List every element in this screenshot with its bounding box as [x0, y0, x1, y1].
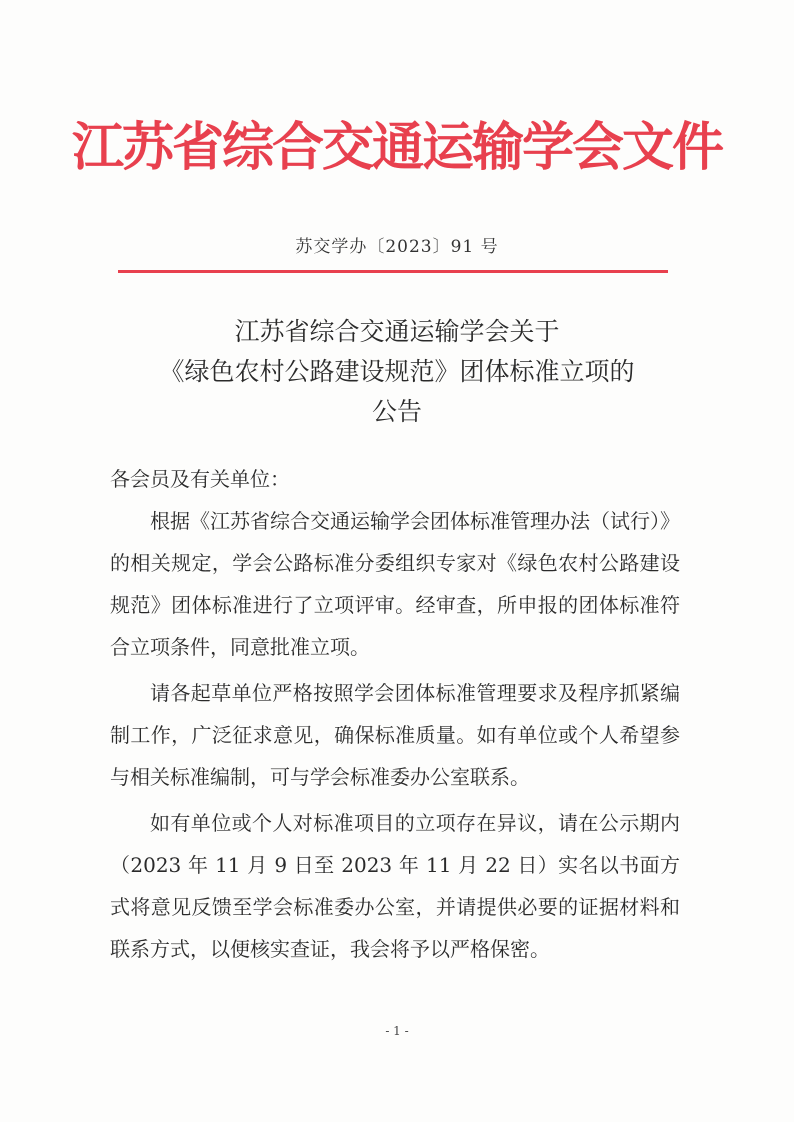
notice-title [0, 312, 794, 432]
notice-body [110, 458, 680, 974]
page-number: - 1 - [385, 1024, 409, 1038]
notice-title-line: 江苏省综合交通运输学会关于 [234, 317, 560, 346]
body-paragraph: 请各起草单位严格按照学会团体标准管理要求及程序抓紧编制工作，广泛征求意见，确保标准质量。如有单位或个人希望参与相关标准编制，可与学会标准委办公室联系。 [110, 681, 680, 789]
notice-title-line: 《绿色农村公路建设规范》团体标准立项的 [159, 357, 635, 386]
salutation: 各会员及有关单位： [110, 467, 290, 491]
document-number: 苏交学办〔2023〕91 号 [295, 237, 499, 257]
body-paragraph: 如有单位或个人对标准项目的立项存在异议，请在公示期内（2023 年 11 月 9 日至 2023 年 11 月 22 日）实名以书面方式将意见反馈至学会标准委办公室，并请提供必要的证据材料和联系方式，以便核实查证，我会将予以严格保密。 [110, 811, 680, 961]
body-paragraph: 根据《江苏省综合交通运输学会团体标准管理办法（试行）》的相关规定，学会公路标准分委组织专家对《绿色农村公路建设规范》团体标准进行了立项评审。经审查，所申报的团体标准符合立项条件，同意批准立项。 [110, 509, 680, 659]
header-red-divider [118, 270, 668, 273]
document-header-title: 江苏省综合交通运输学会文件 [71, 117, 722, 178]
notice-title-line: 公告 [371, 397, 422, 426]
